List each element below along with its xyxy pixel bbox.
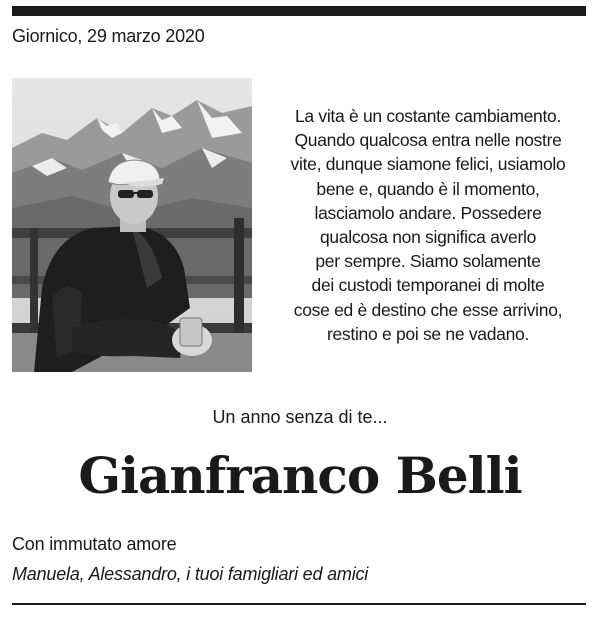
deceased-name: Gianfranco Belli	[78, 446, 522, 505]
quote-line: lasciamolo andare. Possedere	[314, 202, 542, 223]
signers: Manuela, Alessandro, i tuoi famigliari ed amici	[12, 564, 369, 584]
quote-line: restino e poi se ne vadano.	[326, 323, 530, 344]
quote-line: qualcosa non significa averlo	[319, 227, 537, 248]
place-date: Giornico, 29 marzo 2020	[12, 26, 205, 46]
quote-line: per sempre. Siamo solamente	[315, 251, 541, 272]
tagline: Un anno senza di te...	[212, 407, 388, 427]
signoff: Con immutato amore	[12, 534, 177, 554]
quote-line: Quando qualcosa entra nelle nostre	[294, 130, 562, 151]
bottom-rule	[12, 603, 586, 605]
top-rule	[12, 6, 586, 16]
quote-line: La vita è un costante cambiamento.	[294, 106, 562, 126]
quote-line: dei custodi temporanei di molte	[311, 275, 545, 296]
quote-line: vite, dunque siamone felici, usiamolo	[290, 154, 566, 175]
quote-line: bene e, quando è il momento,	[316, 178, 540, 199]
quote-line: cose ed è destino che esse arrivino,	[293, 299, 563, 320]
portrait-photo	[12, 78, 252, 372]
memorial-quote	[268, 104, 588, 346]
